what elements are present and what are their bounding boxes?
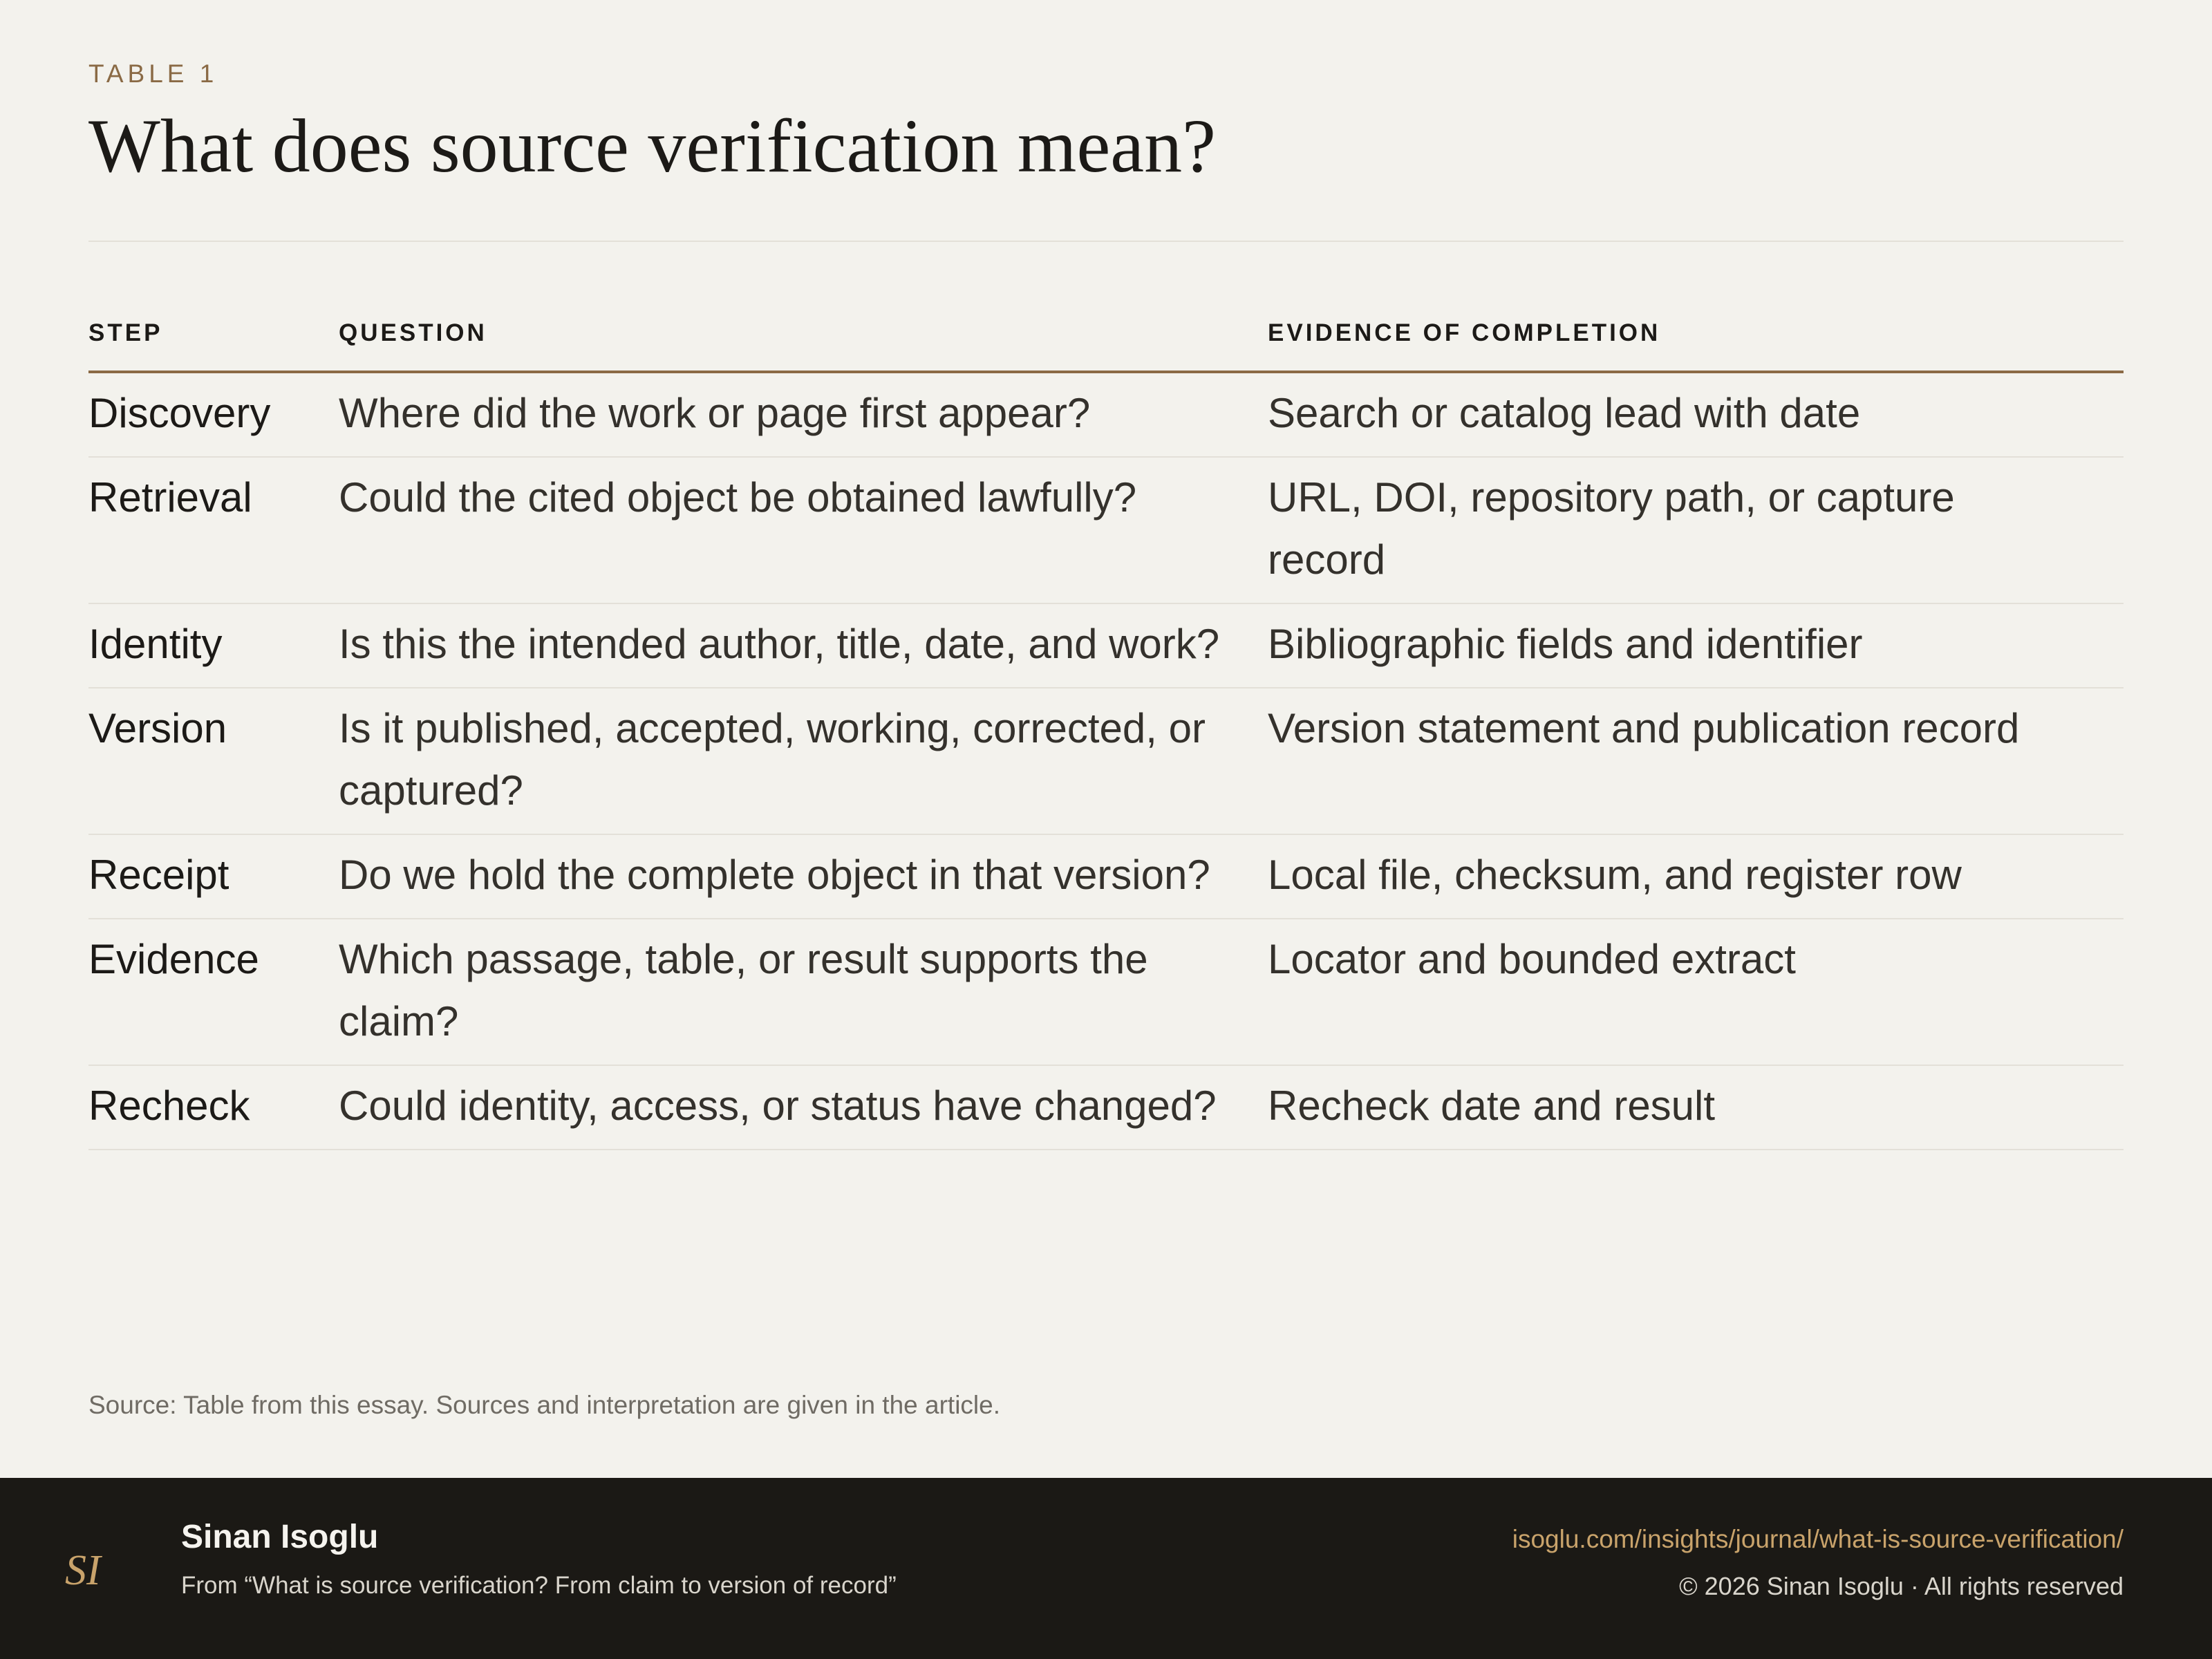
question-cell: Could identity, access, or status have changed? [339, 1065, 1268, 1150]
table-row [88, 834, 2124, 919]
table-row [88, 688, 2124, 834]
step-cell: Recheck [88, 1065, 339, 1150]
question-cell: Where did the work or page first appear? [339, 372, 1268, 457]
source-note: Source: Table from this essay. Sources and interpretation are given in the article. [88, 1391, 1000, 1419]
evidence-cell: Version statement and publication record [1268, 688, 2124, 834]
step-cell: Discovery [88, 372, 339, 457]
evidence-cell: Bibliographic fields and identifier [1268, 603, 2124, 688]
question-cell: Could the cited object be obtained lawfully? [339, 457, 1268, 603]
question-cell: Is it published, accepted, working, corrected, or captured? [339, 688, 1268, 834]
copyright-notice: © 2026 Sinan Isoglu · All rights reserved [1679, 1572, 2124, 1600]
page-title: What does source verification mean? [88, 104, 1216, 188]
footer [0, 1478, 2212, 1659]
verification-table [88, 319, 2124, 1150]
title-divider [88, 241, 2124, 242]
step-cell: Receipt [88, 834, 339, 919]
column-header-question: QUESTION [339, 319, 1268, 372]
table-eyebrow: TABLE 1 [88, 59, 218, 88]
step-cell: Identity [88, 603, 339, 688]
evidence-cell: Locator and bounded extract [1268, 919, 2124, 1065]
table-row [88, 603, 2124, 688]
article-url-link[interactable]: isoglu.com/insights/journal/what-is-source-verification/ [1512, 1525, 2124, 1553]
evidence-cell: URL, DOI, repository path, or capture record [1268, 457, 2124, 603]
article-reference: From “What is source verification? From claim to version of record” [181, 1572, 897, 1599]
svg-text:SI: SI [65, 1547, 101, 1594]
question-cell: Is this the intended author, title, date, and work? [339, 603, 1268, 688]
table-row [88, 372, 2124, 457]
question-cell: Which passage, table, or result supports the claim? [339, 919, 1268, 1065]
column-header-step: STEP [88, 319, 339, 372]
step-cell: Version [88, 688, 339, 834]
evidence-cell: Search or catalog lead with date [1268, 372, 2124, 457]
author-name: Sinan Isoglu [181, 1519, 379, 1555]
step-cell: Retrieval [88, 457, 339, 603]
table-row [88, 1065, 2124, 1150]
question-cell: Do we hold the complete object in that version? [339, 834, 1268, 919]
table-row [88, 457, 2124, 603]
column-header-evidence: EVIDENCE OF COMPLETION [1268, 319, 2124, 372]
step-cell: Evidence [88, 919, 339, 1065]
monogram-logo [64, 1541, 119, 1597]
table-header-row [88, 319, 2124, 372]
evidence-cell: Local file, checksum, and register row [1268, 834, 2124, 919]
evidence-cell: Recheck date and result [1268, 1065, 2124, 1150]
table-row [88, 919, 2124, 1065]
